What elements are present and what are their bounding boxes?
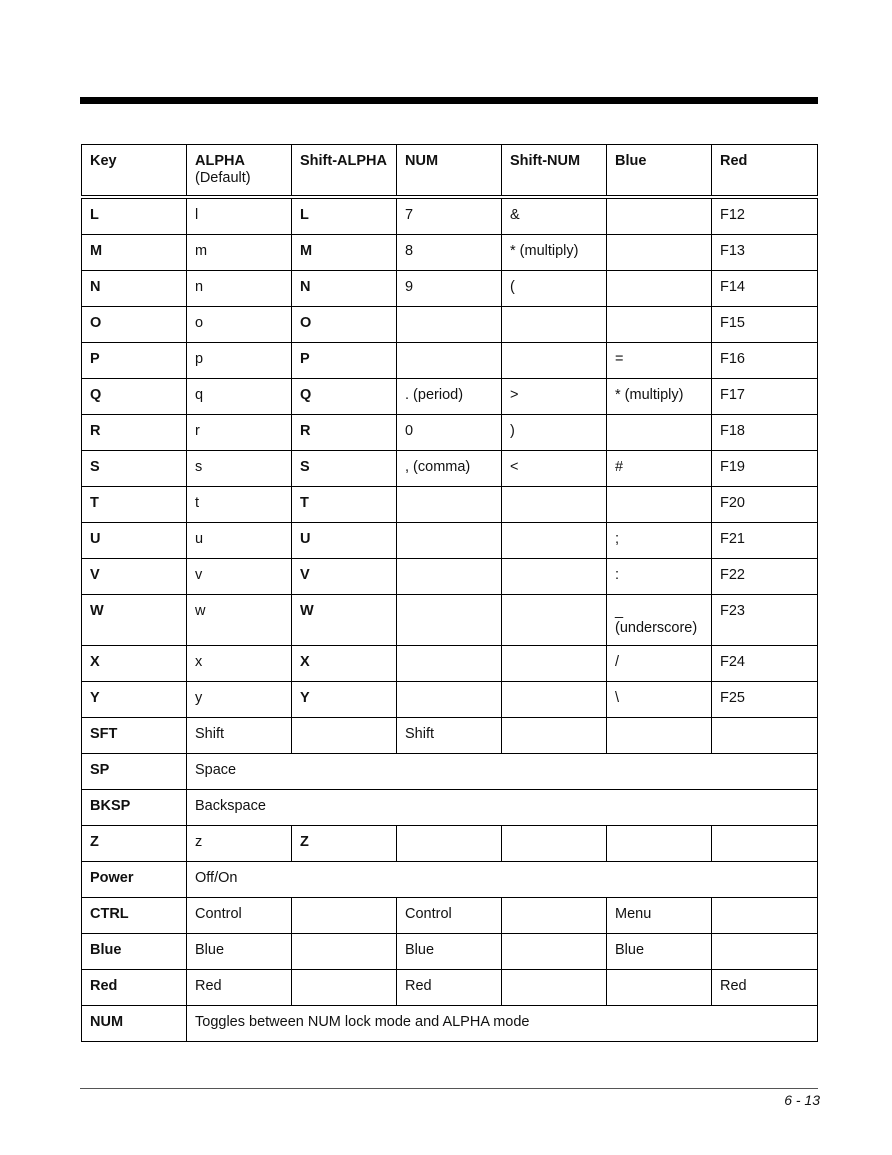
blue-cell — [607, 415, 712, 451]
alpha-cell: l — [187, 197, 292, 235]
blue-cell: : — [607, 559, 712, 595]
num-cell — [397, 523, 502, 559]
blue-cell — [607, 970, 712, 1006]
shift-alpha-cell — [292, 898, 397, 934]
column-header-label: Shift-NUM — [510, 153, 581, 169]
shift-alpha-cell — [292, 934, 397, 970]
red-cell: Red — [712, 970, 818, 1006]
alpha-cell: y — [187, 682, 292, 718]
num-cell — [397, 559, 502, 595]
table-row — [82, 1006, 818, 1042]
num-cell — [397, 826, 502, 862]
column-header-label: ALPHA — [195, 153, 245, 169]
alpha-cell: u — [187, 523, 292, 559]
num-cell: Blue — [397, 934, 502, 970]
shift-num-cell — [502, 307, 607, 343]
shift-alpha-cell: M — [292, 235, 397, 271]
blue-cell — [607, 595, 712, 646]
table-row — [82, 487, 818, 523]
column-header — [397, 145, 502, 198]
table-row — [82, 595, 818, 646]
shift-num-cell: * (multiply) — [502, 235, 607, 271]
key-cell: U — [82, 523, 187, 559]
blue-cell: / — [607, 646, 712, 682]
key-cell: L — [82, 197, 187, 235]
shift-alpha-cell: X — [292, 646, 397, 682]
key-cell: Blue — [82, 934, 187, 970]
table-row — [82, 523, 818, 559]
key-cell: P — [82, 343, 187, 379]
description-cell: Space — [187, 754, 818, 790]
alpha-cell: v — [187, 559, 292, 595]
table-row — [82, 307, 818, 343]
shift-num-cell: > — [502, 379, 607, 415]
shift-alpha-cell: O — [292, 307, 397, 343]
key-cell: Power — [82, 862, 187, 898]
alpha-cell: Control — [187, 898, 292, 934]
column-header-label: Red — [720, 153, 748, 169]
num-cell: 9 — [397, 271, 502, 307]
description-cell: Backspace — [187, 790, 818, 826]
red-cell: F25 — [712, 682, 818, 718]
alpha-cell: z — [187, 826, 292, 862]
shift-alpha-cell: S — [292, 451, 397, 487]
blue-cell: = — [607, 343, 712, 379]
column-header — [292, 145, 397, 198]
num-cell — [397, 595, 502, 646]
blue-cell — [607, 235, 712, 271]
shift-alpha-cell — [292, 718, 397, 754]
column-header-label: Key — [90, 153, 117, 169]
column-header — [607, 145, 712, 198]
red-cell: F20 — [712, 487, 818, 523]
num-cell: Red — [397, 970, 502, 1006]
blue-cell — [607, 271, 712, 307]
description-cell: Off/On — [187, 862, 818, 898]
shift-num-cell — [502, 595, 607, 646]
alpha-cell: m — [187, 235, 292, 271]
blue-cell: ; — [607, 523, 712, 559]
blue-cell — [607, 307, 712, 343]
shift-alpha-cell: Y — [292, 682, 397, 718]
shift-alpha-cell: N — [292, 271, 397, 307]
red-cell: F21 — [712, 523, 818, 559]
shift-alpha-cell: U — [292, 523, 397, 559]
description-cell: Toggles between NUM lock mode and ALPHA mode — [187, 1006, 818, 1042]
alpha-cell: p — [187, 343, 292, 379]
table-row — [82, 343, 818, 379]
column-header-label: NUM — [405, 153, 439, 169]
red-cell: F23 — [712, 595, 818, 646]
key-cell: V — [82, 559, 187, 595]
key-cell: SP — [82, 754, 187, 790]
alpha-cell: Shift — [187, 718, 292, 754]
column-header-label: Blue — [615, 153, 647, 169]
table-row — [82, 646, 818, 682]
blue-cell: # — [607, 451, 712, 487]
num-cell: 0 — [397, 415, 502, 451]
shift-num-cell: ( — [502, 271, 607, 307]
blue-cell-line: (underscore) — [615, 620, 698, 636]
alpha-cell: x — [187, 646, 292, 682]
shift-num-cell — [502, 343, 607, 379]
column-header-label: Shift-ALPHA — [300, 153, 387, 169]
shift-alpha-cell: P — [292, 343, 397, 379]
red-cell — [712, 718, 818, 754]
table-row — [82, 197, 818, 235]
shift-num-cell — [502, 934, 607, 970]
shift-num-cell — [502, 826, 607, 862]
blue-cell — [607, 826, 712, 862]
alpha-cell: o — [187, 307, 292, 343]
shift-alpha-cell: R — [292, 415, 397, 451]
red-cell: F17 — [712, 379, 818, 415]
key-cell: Y — [82, 682, 187, 718]
table-row — [82, 754, 818, 790]
key-cell: Q — [82, 379, 187, 415]
column-header — [712, 145, 818, 198]
alpha-cell: w — [187, 595, 292, 646]
table-row — [82, 379, 818, 415]
shift-alpha-cell: L — [292, 197, 397, 235]
num-cell: Control — [397, 898, 502, 934]
table-row — [82, 682, 818, 718]
alpha-cell: Blue — [187, 934, 292, 970]
alpha-cell: Red — [187, 970, 292, 1006]
table-row — [82, 451, 818, 487]
blue-cell — [607, 718, 712, 754]
alpha-cell: s — [187, 451, 292, 487]
blue-cell: \ — [607, 682, 712, 718]
key-cell: T — [82, 487, 187, 523]
red-cell — [712, 826, 818, 862]
blue-cell — [607, 487, 712, 523]
num-cell — [397, 343, 502, 379]
table-body — [82, 197, 818, 1042]
red-cell: F19 — [712, 451, 818, 487]
key-cell: Z — [82, 826, 187, 862]
shift-num-cell — [502, 559, 607, 595]
shift-alpha-cell: W — [292, 595, 397, 646]
shift-num-cell — [502, 646, 607, 682]
num-cell: 7 — [397, 197, 502, 235]
alpha-cell: n — [187, 271, 292, 307]
key-cell: BKSP — [82, 790, 187, 826]
column-header — [502, 145, 607, 198]
page-number: 6 - 13 — [784, 1092, 820, 1108]
red-cell — [712, 934, 818, 970]
header-row — [82, 145, 818, 198]
blue-cell: Blue — [607, 934, 712, 970]
key-cell: Red — [82, 970, 187, 1006]
blue-cell: Menu — [607, 898, 712, 934]
num-cell — [397, 487, 502, 523]
top-rule — [80, 97, 818, 104]
shift-num-cell: & — [502, 197, 607, 235]
shift-alpha-cell: T — [292, 487, 397, 523]
column-header — [187, 145, 292, 198]
num-cell: . (period) — [397, 379, 502, 415]
shift-alpha-cell: V — [292, 559, 397, 595]
blue-cell: * (multiply) — [607, 379, 712, 415]
table-row — [82, 790, 818, 826]
table-row — [82, 235, 818, 271]
table-row — [82, 415, 818, 451]
blue-cell-line: _ — [615, 603, 624, 619]
alpha-cell: q — [187, 379, 292, 415]
shift-num-cell — [502, 487, 607, 523]
bottom-rule — [80, 1088, 818, 1089]
red-cell: F15 — [712, 307, 818, 343]
key-cell: NUM — [82, 1006, 187, 1042]
alpha-cell: r — [187, 415, 292, 451]
red-cell: F14 — [712, 271, 818, 307]
num-cell: 8 — [397, 235, 502, 271]
shift-alpha-cell: Q — [292, 379, 397, 415]
key-map-table — [81, 144, 818, 1042]
table-row — [82, 271, 818, 307]
blue-cell — [607, 197, 712, 235]
red-cell: F22 — [712, 559, 818, 595]
column-header — [82, 145, 187, 198]
shift-alpha-cell: Z — [292, 826, 397, 862]
alpha-cell: t — [187, 487, 292, 523]
key-cell: X — [82, 646, 187, 682]
num-cell — [397, 682, 502, 718]
table-row — [82, 862, 818, 898]
red-cell: F12 — [712, 197, 818, 235]
table-row — [82, 718, 818, 754]
shift-num-cell — [502, 523, 607, 559]
key-cell: O — [82, 307, 187, 343]
table-row — [82, 898, 818, 934]
shift-num-cell — [502, 970, 607, 1006]
key-cell: N — [82, 271, 187, 307]
shift-num-cell: ) — [502, 415, 607, 451]
shift-num-cell — [502, 898, 607, 934]
red-cell: F13 — [712, 235, 818, 271]
num-cell — [397, 307, 502, 343]
red-cell: F18 — [712, 415, 818, 451]
red-cell — [712, 898, 818, 934]
red-cell: F16 — [712, 343, 818, 379]
red-cell: F24 — [712, 646, 818, 682]
key-cell: M — [82, 235, 187, 271]
key-cell: W — [82, 595, 187, 646]
key-cell: R — [82, 415, 187, 451]
table-row — [82, 559, 818, 595]
key-cell: SFT — [82, 718, 187, 754]
table-row — [82, 826, 818, 862]
column-header-sublabel: (Default) — [195, 170, 251, 186]
key-cell: S — [82, 451, 187, 487]
shift-num-cell: < — [502, 451, 607, 487]
table-row — [82, 934, 818, 970]
shift-num-cell — [502, 718, 607, 754]
key-cell: CTRL — [82, 898, 187, 934]
num-cell — [397, 646, 502, 682]
shift-num-cell — [502, 682, 607, 718]
num-cell: , (comma) — [397, 451, 502, 487]
num-cell: Shift — [397, 718, 502, 754]
shift-alpha-cell — [292, 970, 397, 1006]
table-row — [82, 970, 818, 1006]
